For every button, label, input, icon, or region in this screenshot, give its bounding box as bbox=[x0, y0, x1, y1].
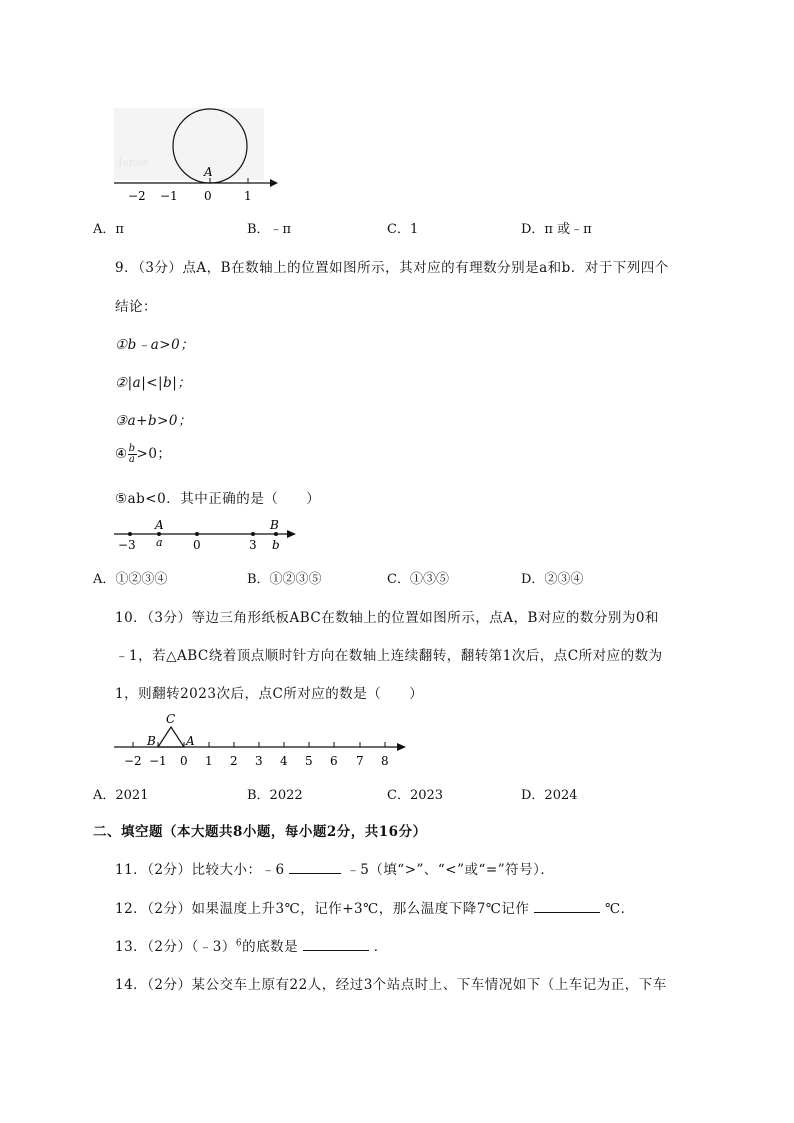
q8-option-b[interactable]: B．﹣π bbox=[247, 222, 292, 237]
q13-text bbox=[115, 935, 388, 955]
q13-text-before: 13．（2分）（﹣3） bbox=[115, 939, 236, 955]
q11-text bbox=[115, 858, 554, 878]
q9-tick-label: −3 bbox=[118, 538, 136, 552]
q8-point-a-label: A bbox=[204, 165, 213, 179]
q13-exponent: 6 bbox=[235, 938, 243, 949]
q10-tick-label: 6 bbox=[330, 754, 338, 768]
q10-tick-label: 4 bbox=[280, 754, 288, 768]
q9-conclusion-2: ②|a|<|b|； bbox=[115, 375, 192, 391]
q10-option-a[interactable]: A．2021 bbox=[93, 788, 149, 803]
q8-option-a[interactable]: A．π bbox=[93, 222, 124, 237]
q12-answer-blank[interactable] bbox=[534, 900, 600, 913]
q8-tick-label: −1 bbox=[160, 189, 178, 203]
q9-stem-line1: 9．（3分）点A，B在数轴上的位置如图所示，其对应的有理数分别是a和b．对于下列四个 bbox=[115, 260, 669, 276]
q9-fraction-numerator: b bbox=[128, 443, 136, 454]
q9-option-b[interactable]: B．①②③⑤ bbox=[247, 572, 322, 587]
q11-answer-blank[interactable] bbox=[289, 861, 341, 874]
q10-tick-label: 1 bbox=[205, 754, 213, 768]
q9-option-d[interactable]: D．②③④ bbox=[521, 572, 584, 587]
q10-tick-label: −2 bbox=[124, 754, 142, 768]
q10-label-a: A bbox=[186, 734, 195, 748]
q9-stem-line2: 结论： bbox=[115, 299, 157, 315]
q9-tick-label: b bbox=[272, 538, 280, 552]
q9-tick-label: 0 bbox=[193, 538, 201, 552]
q9-point bbox=[195, 532, 199, 536]
q8-option-d[interactable]: D．π 或﹣π bbox=[521, 222, 592, 237]
q9-option-a[interactable]: A．①②③④ bbox=[93, 572, 168, 587]
q10-tick-label: 3 bbox=[255, 754, 263, 768]
q9-conclusion-4-suffix: >0； bbox=[136, 446, 172, 462]
q10-label-c: C bbox=[166, 712, 176, 726]
q10-option-b[interactable]: B．2022 bbox=[247, 788, 303, 803]
q9-point bbox=[128, 532, 132, 536]
q8-arrow-icon bbox=[270, 179, 278, 187]
q12-text-after: ℃． bbox=[605, 901, 635, 917]
q10-tick-label: 2 bbox=[230, 754, 238, 768]
q9-conclusion-1: ①b﹣a>0； bbox=[115, 337, 195, 353]
q9-conclusion-3: ③a+b>0； bbox=[115, 413, 193, 429]
q10-line1: 10．（3分）等边三角形纸板ABC在数轴上的位置如图所示，点A，B对应的数分别为0和 bbox=[115, 610, 660, 626]
q13-answer-blank[interactable] bbox=[303, 938, 369, 951]
q9-tick-label: 3 bbox=[249, 538, 257, 552]
q10-tick-label: 0 bbox=[180, 754, 188, 768]
q9-option-c[interactable]: C．①③⑤ bbox=[387, 572, 449, 587]
q12-text bbox=[115, 897, 635, 917]
q9-conclusion-5: ⑤ab<0．其中正确的是（ ） bbox=[115, 491, 321, 507]
section2-heading: 二、填空题（本大题共8小题，每小题2分，共16分） bbox=[93, 824, 427, 840]
q14-text: 14．（2分）某公交车上原有22人，经过3个站点时上、下车情况如下（上车记为正，下车 bbox=[115, 977, 667, 993]
q8-tick-label: 0 bbox=[204, 189, 212, 203]
q8-option-c[interactable]: C．1 bbox=[387, 222, 419, 237]
q10-tick-label: 5 bbox=[305, 754, 313, 768]
q8-figure bbox=[110, 104, 280, 204]
q9-figure bbox=[110, 516, 300, 556]
q9-conclusion-4 bbox=[115, 442, 171, 465]
q10-tick-label: −1 bbox=[149, 754, 167, 768]
q10-tick-label: 7 bbox=[356, 754, 364, 768]
q10-arrow-icon bbox=[397, 743, 406, 751]
q9-fraction-denominator: a bbox=[128, 454, 136, 465]
q8-tick-label: −2 bbox=[128, 189, 146, 203]
q8-figure-background bbox=[114, 108, 264, 180]
q13-text-mid: 的底数是 bbox=[242, 939, 299, 955]
q9-tick-label: a bbox=[156, 536, 163, 549]
q12-text-before: 12．（2分）如果温度上升3℃，记作+3℃，那么温度下降7℃记作 bbox=[115, 901, 530, 917]
q9-arrow-icon bbox=[287, 530, 296, 538]
q10-line2: ﹣1，若△ABC绕着顶点顺时针方向在数轴上连续翻转，翻转第1次后，点C所对应的数为 bbox=[115, 648, 663, 664]
q10-label-b: B bbox=[147, 734, 156, 748]
q10-option-d[interactable]: D．2024 bbox=[521, 788, 578, 803]
q10-triangle bbox=[158, 727, 184, 747]
q13-text-after: ． bbox=[373, 939, 388, 955]
q9-conclusion-4-prefix: ④ bbox=[115, 446, 128, 462]
q10-figure bbox=[110, 710, 410, 772]
q10-option-c[interactable]: C．2023 bbox=[387, 788, 444, 803]
q9-label-a: A bbox=[155, 518, 164, 532]
q9-point-b bbox=[274, 532, 278, 536]
q11-text-before: 11．（2分）比较大小：﹣6 bbox=[115, 862, 285, 878]
q10-line3: 1，则翻转2023次后，点C所对应的数是（ ） bbox=[115, 686, 424, 702]
q11-text-after: ﹣5（填“>”、“<”或“=”符号）． bbox=[346, 862, 555, 878]
q8-watermark: Janes bbox=[118, 156, 149, 169]
q10-tick-label: 8 bbox=[381, 754, 389, 768]
q9-point bbox=[251, 532, 255, 536]
q8-tick-label: 1 bbox=[244, 189, 252, 203]
q9-label-b: B bbox=[270, 518, 279, 532]
q9-fraction bbox=[128, 444, 137, 465]
